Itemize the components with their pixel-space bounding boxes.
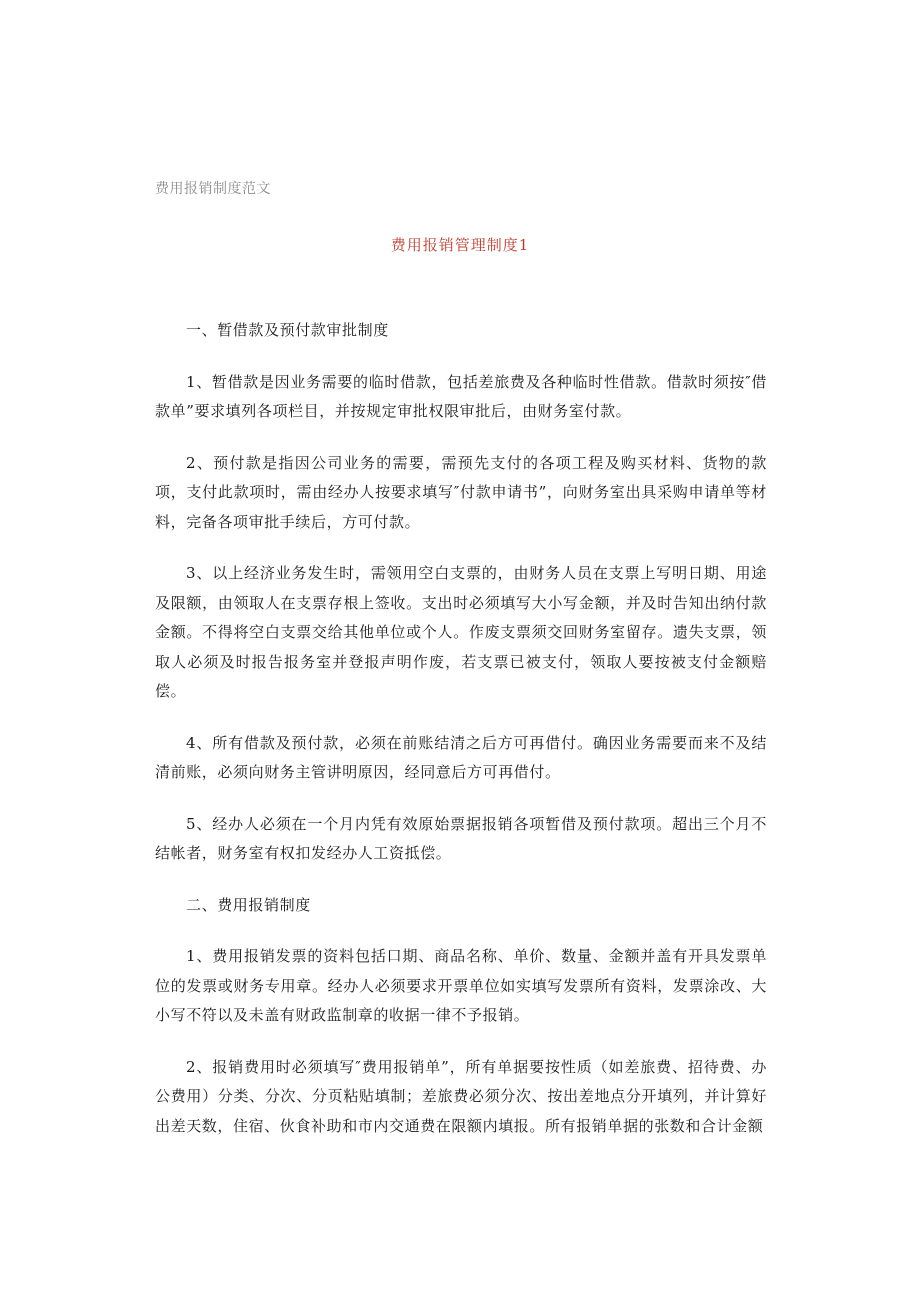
document-body xyxy=(155,316,767,1163)
paragraph-1-1: 1、暂借款是因业务需要的临时借款，包括差旅费及各种临时性借款。借款时须按″借款单”要求填列各项栏目，并按规定审批权限审批后，由财务室付款。 xyxy=(155,372,767,420)
document-title: 费用报销管理制度1 xyxy=(390,236,530,254)
paragraph-1-4: 4、所有借款及预付款，必须在前账结清之后方可再借付。确因业务需要而来不及结清前账，必须向财务主管讲明原因，经同意后方可再借付。 xyxy=(155,733,767,781)
section-heading-1: 一、暂借款及预付款审批制度 xyxy=(186,321,389,339)
paragraph-2-2: 2、报销费用时必须填写″费用报销单”，所有单据要按性质（如差旅费、招待费、办公费用）分类、分次、分页粘贴填制；差旅费必须分次、按出差地点分开填列，并计算好出差天数，住宿、伙食补助和市内交通费在限额内填报。所有报销单据的张数和合计金额 xyxy=(155,1057,767,1135)
document-label: 费用报销制度范文 xyxy=(155,181,271,197)
paragraph-1-3: 3、以上经济业务发生时，需领用空白支票的，由财务人员在支票上写明日期、用途及限额，由领取人在支票存根上签收。支出时必须填写大小写金额，并及时告知出纳付款金额。不得将空白支票交给其他单位或个人。作废支票须交回财务室留存。遗失支票，领取人必须及时报告报务室并登报声明作废，若支票已被支付，领取人要按被支付金额赔偿。 xyxy=(155,564,767,700)
paragraph-2-1: 1、费用报销发票的资料包括口期、商品名称、单价、数量、金额并盖有开具发票单位的发票或财务专用章。经办人必须要求开票单位如实填写发票所有资料，发票涂改、大小写不符以及未盖有财政监制章的收据一律不予报销。 xyxy=(155,947,767,1024)
paragraph-1-2: 2、预付款是指因公司业务的需要，需预先支付的各项工程及购买材料、货物的款项，支付此款项时，需由经办人按要求填写″付款申请书”，向财务室出具采购申请单等材料，完备各项审批手续后，方可付款。 xyxy=(155,453,767,531)
paragraph-1-5: 5、经办人必须在一个月内凭有效原始票据报销各项暂借及预付款项。超出三个月不结帐者，财务室有权扣发经办人工资抵偿。 xyxy=(155,814,767,862)
section-heading-2: 二、费用报销制度 xyxy=(186,895,311,914)
